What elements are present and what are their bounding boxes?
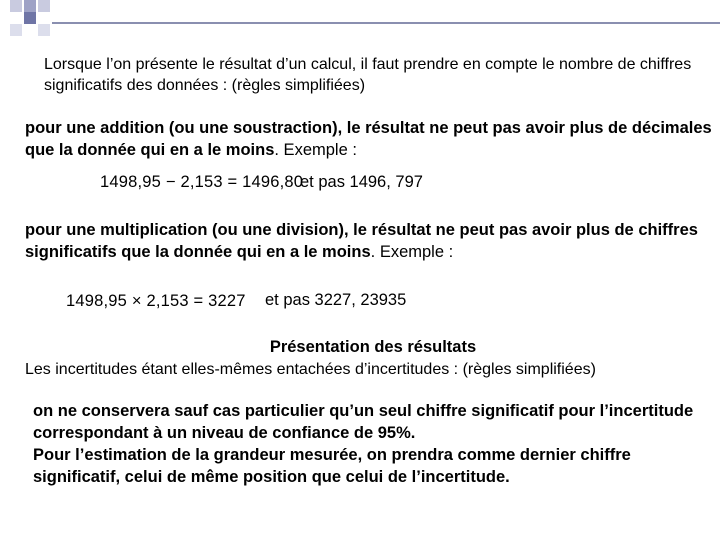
deco-square xyxy=(10,0,22,12)
title-rule-line xyxy=(52,22,720,24)
addition-rule xyxy=(25,117,715,161)
slide-decoration xyxy=(0,0,720,40)
multiplication-formula: 1498,95 × 2,153 = 3227 xyxy=(66,292,246,310)
section-heading-text: Présentation des résultats xyxy=(269,338,477,356)
intro-paragraph: Lorsque l’on présente le résultat d’un calcul, il faut prendre en compte le nombre de chiffres significatifs des données : (règles simplifiées) xyxy=(44,56,692,94)
deco-square xyxy=(24,0,36,12)
deco-square xyxy=(24,12,36,24)
rule-uncertainty: on ne conservera sauf cas particulier qu’un seul chiffre significatif pour l’incertitude correspondant à un niveau de confiance de 95%. xyxy=(33,402,694,442)
multiplication-note: et pas 3227, 23935 xyxy=(265,291,407,309)
addition-rule-bold: pour une addition (ou une soustraction), le résultat ne peut pas avoir plus de décimales que la donnée qui en a le moins xyxy=(25,119,712,159)
deco-square xyxy=(10,24,22,36)
addition-note: et pas 1496, 797 xyxy=(300,173,423,191)
deco-square xyxy=(38,24,50,36)
deco-square xyxy=(38,0,50,12)
addition-formula: 1498,95 − 2,153 = 1496,80 xyxy=(100,173,304,191)
rule-estimation: Pour l’estimation de la grandeur mesurée, on prendra comme dernier chiffre significatif, celui de même position que celui de l’incertitude. xyxy=(33,446,631,486)
section-heading xyxy=(0,338,720,357)
addition-rule-tail: . Exemple : xyxy=(274,141,357,159)
multiplication-rule-tail: . Exemple : xyxy=(370,243,454,261)
uncertainty-intro: Les incertitudes étant elles-mêmes entachées d’incertitudes : (règles simplifiées) xyxy=(25,361,596,378)
multiplication-rule-bold: pour une multiplication (ou une division), le résultat ne peut pas avoir plus de chiffres significatifs que la donnée qui en a le moins xyxy=(25,221,698,261)
uncertainty-rules xyxy=(33,400,713,488)
multiplication-rule xyxy=(25,219,715,263)
